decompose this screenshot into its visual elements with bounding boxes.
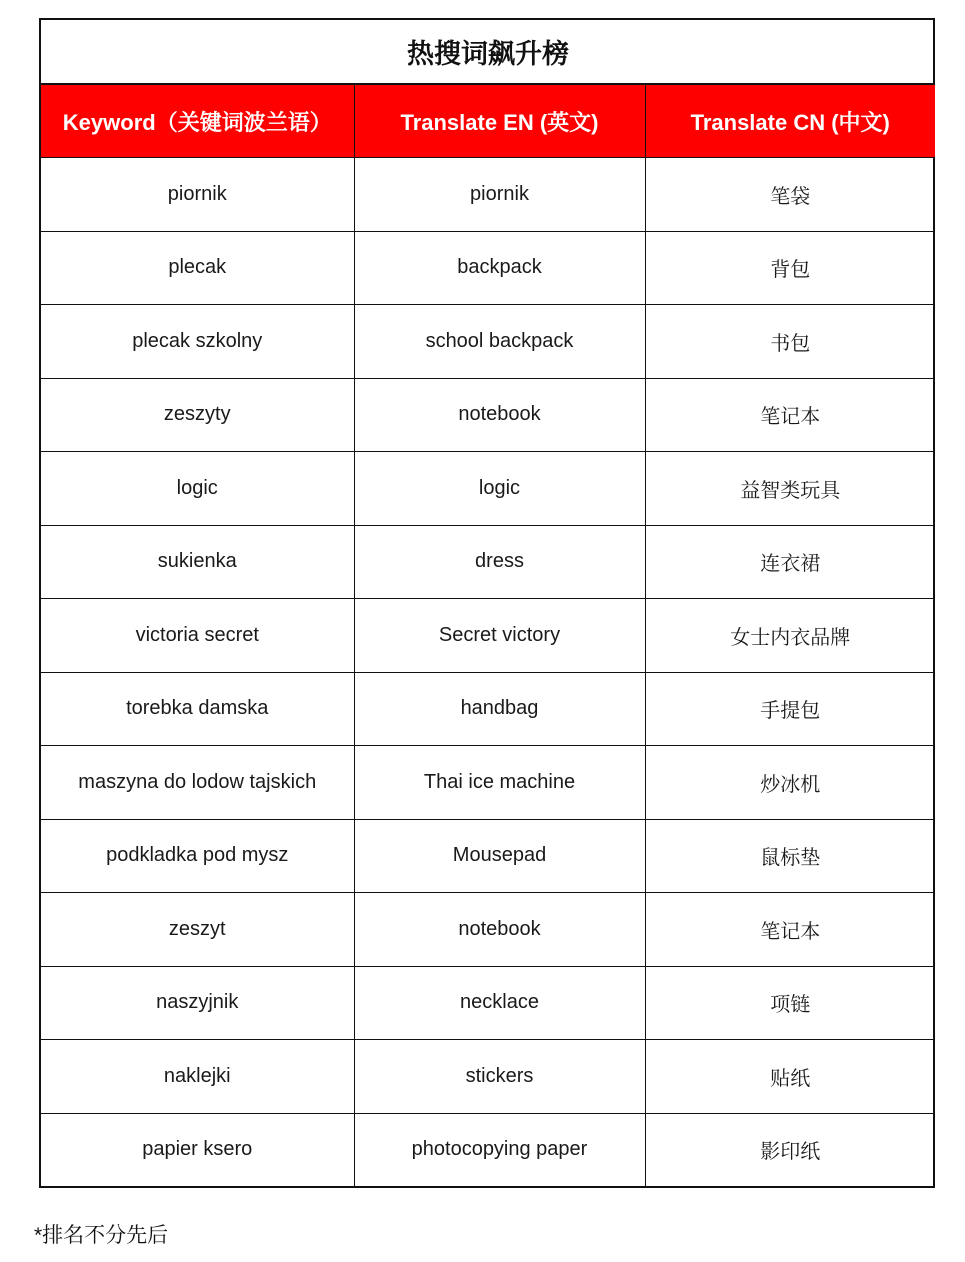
keyword-table-container [39, 18, 935, 1188]
translate-cn-cell: 鼠标垫 [645, 819, 935, 893]
header-translate-cn: Translate CN (中文) [645, 84, 935, 158]
translate-cn-cell: 手提包 [645, 672, 935, 746]
table-row [41, 525, 935, 599]
keyword-cell: papier ksero [41, 1113, 354, 1186]
translate-cn-cell: 笔记本 [645, 893, 935, 967]
translate-cn-cell: 女士内衣品牌 [645, 599, 935, 673]
translate-cn-cell: 连衣裙 [645, 525, 935, 599]
table-row [41, 672, 935, 746]
table-title: 热搜词飙升榜 [41, 20, 935, 84]
keyword-cell: sukienka [41, 525, 354, 599]
translate-en-cell: handbag [354, 672, 645, 746]
translate-cn-cell: 背包 [645, 231, 935, 305]
translate-en-cell: photocopying paper [354, 1113, 645, 1186]
table-row [41, 1040, 935, 1114]
header-translate-en: Translate EN (英文) [354, 84, 645, 158]
translate-cn-cell: 贴纸 [645, 1040, 935, 1114]
keyword-cell: plecak szkolny [41, 305, 354, 379]
keyword-cell: logic [41, 452, 354, 526]
keyword-cell: zeszyty [41, 378, 354, 452]
footnote: *排名不分先后 [34, 1224, 169, 1247]
keyword-cell: naszyjnik [41, 966, 354, 1040]
table-row [41, 452, 935, 526]
keyword-cell: torebka damska [41, 672, 354, 746]
header-row [41, 84, 935, 158]
table-row [41, 305, 935, 379]
table-row [41, 231, 935, 305]
translate-en-cell: Thai ice machine [354, 746, 645, 820]
translate-cn-cell: 项链 [645, 966, 935, 1040]
table-row [41, 1113, 935, 1186]
translate-en-cell: school backpack [354, 305, 645, 379]
translate-cn-cell: 书包 [645, 305, 935, 379]
header-keyword: Keyword（关键词波兰语） [41, 84, 354, 158]
keyword-cell: podkladka pod mysz [41, 819, 354, 893]
translate-en-cell: Secret victory [354, 599, 645, 673]
keyword-cell: naklejki [41, 1040, 354, 1114]
translate-en-cell: stickers [354, 1040, 645, 1114]
table-row [41, 746, 935, 820]
translate-en-cell: dress [354, 525, 645, 599]
keyword-table [41, 20, 935, 1186]
table-row [41, 819, 935, 893]
translate-en-cell: piornik [354, 158, 645, 232]
translate-cn-cell: 影印纸 [645, 1113, 935, 1186]
keyword-cell: piornik [41, 158, 354, 232]
translate-en-cell: Mousepad [354, 819, 645, 893]
translate-cn-cell: 笔记本 [645, 378, 935, 452]
translate-en-cell: necklace [354, 966, 645, 1040]
keyword-cell: zeszyt [41, 893, 354, 967]
table-row [41, 378, 935, 452]
keyword-cell: maszyna do lodow tajskich [41, 746, 354, 820]
translate-en-cell: logic [354, 452, 645, 526]
table-row [41, 158, 935, 232]
translate-en-cell: notebook [354, 378, 645, 452]
translate-cn-cell: 炒冰机 [645, 746, 935, 820]
translate-cn-cell: 笔袋 [645, 158, 935, 232]
translate-en-cell: notebook [354, 893, 645, 967]
table-row [41, 599, 935, 673]
keyword-cell: victoria secret [41, 599, 354, 673]
translate-en-cell: backpack [354, 231, 645, 305]
title-row [41, 20, 935, 84]
table-row [41, 893, 935, 967]
translate-cn-cell: 益智类玩具 [645, 452, 935, 526]
keyword-cell: plecak [41, 231, 354, 305]
table-row [41, 966, 935, 1040]
